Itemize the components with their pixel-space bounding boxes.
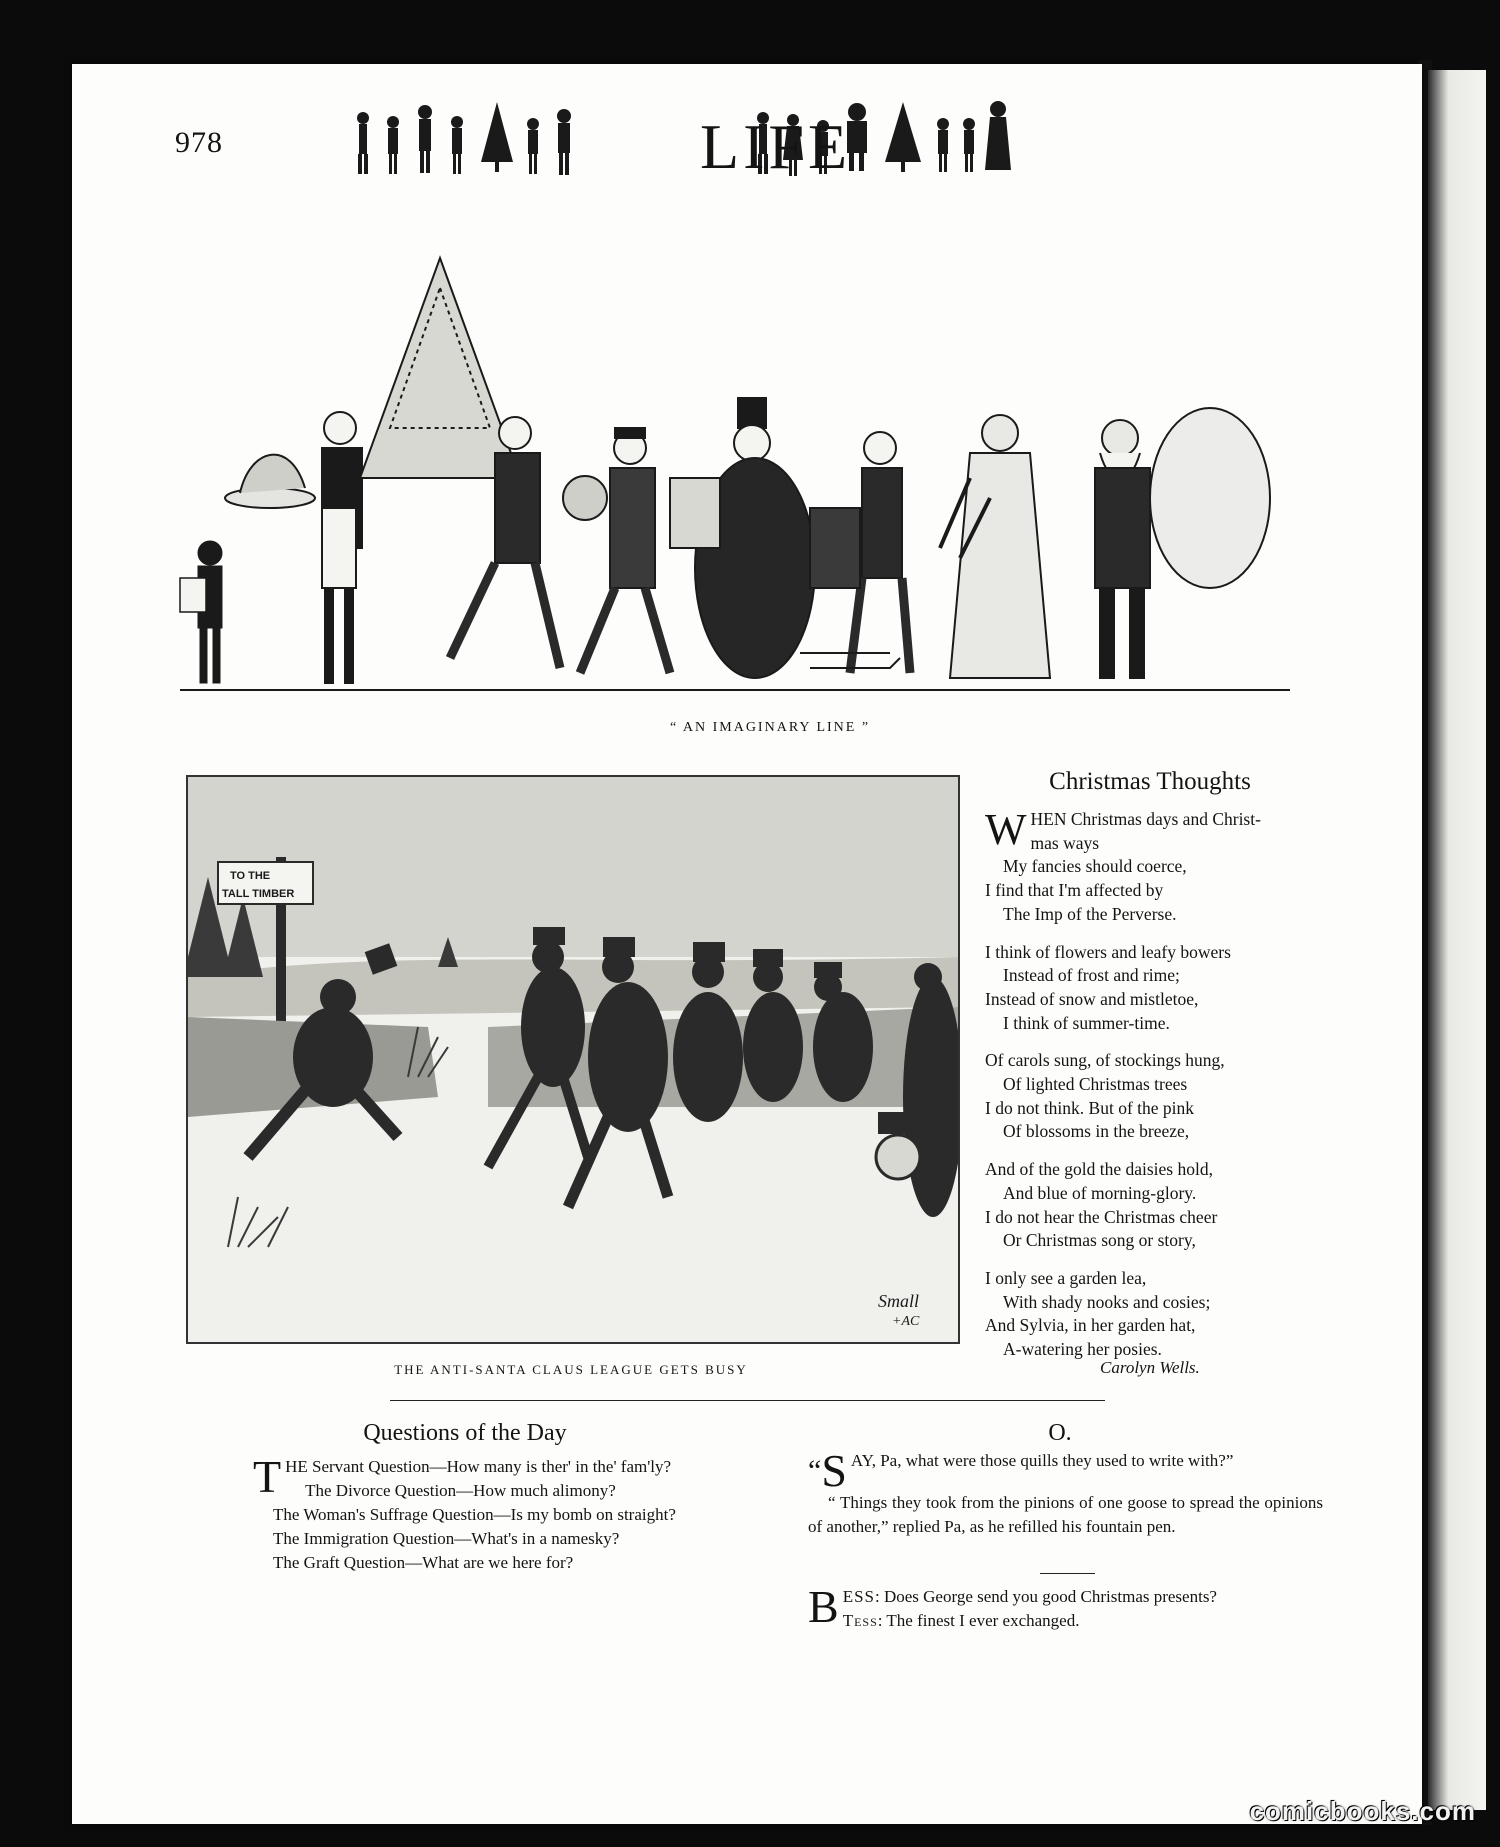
bess-dropcap: B	[808, 1581, 839, 1632]
short-divider	[1040, 1573, 1095, 1574]
bess-tess-para	[808, 1581, 1323, 1633]
poem-body	[985, 805, 1335, 1376]
poem-line: I think of summer-time.	[1003, 1012, 1170, 1033]
man-in-top-hat	[670, 398, 815, 678]
poem-line: The Imp of the Perverse.	[1003, 903, 1177, 924]
poem-line: Or Christmas song or story,	[1003, 1230, 1196, 1251]
stanza-1	[985, 805, 1335, 927]
poem-line: Of carols sung, of stockings hung,	[985, 1050, 1225, 1071]
sign-line-2: TALL TIMBER	[222, 888, 295, 900]
christmas-tree-carrier	[360, 258, 560, 668]
o-open-quote: “	[808, 1454, 822, 1487]
poem-line: I do not hear the Christmas cheer	[985, 1206, 1218, 1227]
signature-line-2: +AC	[892, 1314, 920, 1329]
sign-line-1: TO THE	[230, 870, 271, 882]
o-column	[808, 1445, 1323, 1633]
cartoon-caption: “ AN IMAGINARY LINE ”	[669, 720, 871, 735]
masthead-title: LIFE	[700, 111, 852, 182]
poem-line: I do not think. But of the pink	[985, 1097, 1195, 1118]
question-first-text: HE Servant Question—How many is ther' in the' fam'ly?	[285, 1457, 672, 1476]
poem-line: And of the gold the daisies hold,	[985, 1159, 1213, 1180]
poem-author: Carolyn Wells.	[1100, 1358, 1200, 1377]
poem-line: With shady nooks and cosies;	[1003, 1291, 1211, 1312]
stanza-2	[985, 941, 1335, 1036]
questions-dropcap: T	[253, 1451, 282, 1502]
poem-line: Instead of frost and rime;	[1003, 965, 1180, 986]
poem-title: Christmas Thoughts	[1049, 768, 1251, 795]
illustration-drawing	[188, 777, 958, 1342]
question-item: The Divorce Question—How much alimony?	[305, 1481, 616, 1500]
man-with-drum	[563, 428, 670, 673]
santa-claus-figure	[1095, 408, 1270, 678]
question-item: The Woman's Suffrage Question—Is my bomb on straight?	[273, 1505, 676, 1524]
poem-line: And blue of morning-glory.	[1003, 1182, 1197, 1203]
question-item: The Immigration Question—What's in a namesky?	[273, 1529, 620, 1548]
section-divider	[390, 1400, 1105, 1401]
site-watermark: comicbooks.com	[1249, 1796, 1476, 1826]
stanza-5	[985, 1267, 1335, 1362]
page-number: 978	[175, 126, 223, 159]
poem-line: Of lighted Christmas trees	[1003, 1074, 1188, 1095]
poem-dropcap: W	[985, 805, 1027, 854]
o-title: O.	[1048, 1420, 1072, 1446]
questions-column	[253, 1451, 688, 1575]
o-second-para: “ Things they took from the pinions of one goose to spread the opinions of another,” replied Pa, as he refilled his fountain pen.	[808, 1493, 1323, 1536]
waiter-figure	[225, 412, 362, 683]
poem-line: And Sylvia, in her garden hat,	[985, 1315, 1196, 1336]
stanza-3	[985, 1049, 1335, 1144]
newsboy-figure	[180, 541, 222, 683]
o-dropcap	[808, 1445, 847, 1496]
man-with-sled	[800, 432, 910, 673]
questions-title: Questions of the Day	[363, 1420, 567, 1446]
procession-cartoon	[110, 248, 1300, 708]
next-page-edge	[1428, 70, 1486, 1810]
anti-santa-illustration	[186, 775, 960, 1344]
poem-line: mas ways	[1030, 832, 1100, 853]
illustration-caption: THE ANTI-SANTA CLAUS LEAGUE GETS BUSY	[394, 1362, 748, 1377]
question-item: The Graft Question—What are we here for?	[273, 1553, 574, 1572]
o-first-text: AY, Pa, what were those quills they used to write with?”	[850, 1451, 1234, 1470]
o-dropcap-letter: S	[821, 1445, 847, 1496]
tess-text: : The finest I ever exchanged.	[877, 1611, 1080, 1630]
poem-line: I think of flowers and leafy bowers	[985, 941, 1231, 962]
stanza-4	[985, 1158, 1335, 1253]
tess-label: Tess	[842, 1611, 878, 1630]
poem-line: I find that I'm affected by	[985, 880, 1164, 901]
poem-line: I only see a garden lea,	[985, 1267, 1147, 1288]
fur-coat-figure	[940, 415, 1050, 678]
signature-line-1: Small	[878, 1291, 920, 1311]
poem-line: HEN Christmas days and Christ-	[1030, 809, 1261, 829]
poem-line: Instead of snow and mistletoe,	[985, 988, 1199, 1009]
bess-label: ESS	[842, 1587, 875, 1606]
poem-line: My fancies should coerce,	[1003, 856, 1187, 877]
poem-line: A-watering her posies.	[1003, 1339, 1162, 1360]
o-first-para	[808, 1445, 1323, 1496]
bess-text: : Does George send you good Christmas presents?	[874, 1587, 1217, 1606]
poem-line: Of blossoms in the breeze,	[1003, 1121, 1190, 1142]
